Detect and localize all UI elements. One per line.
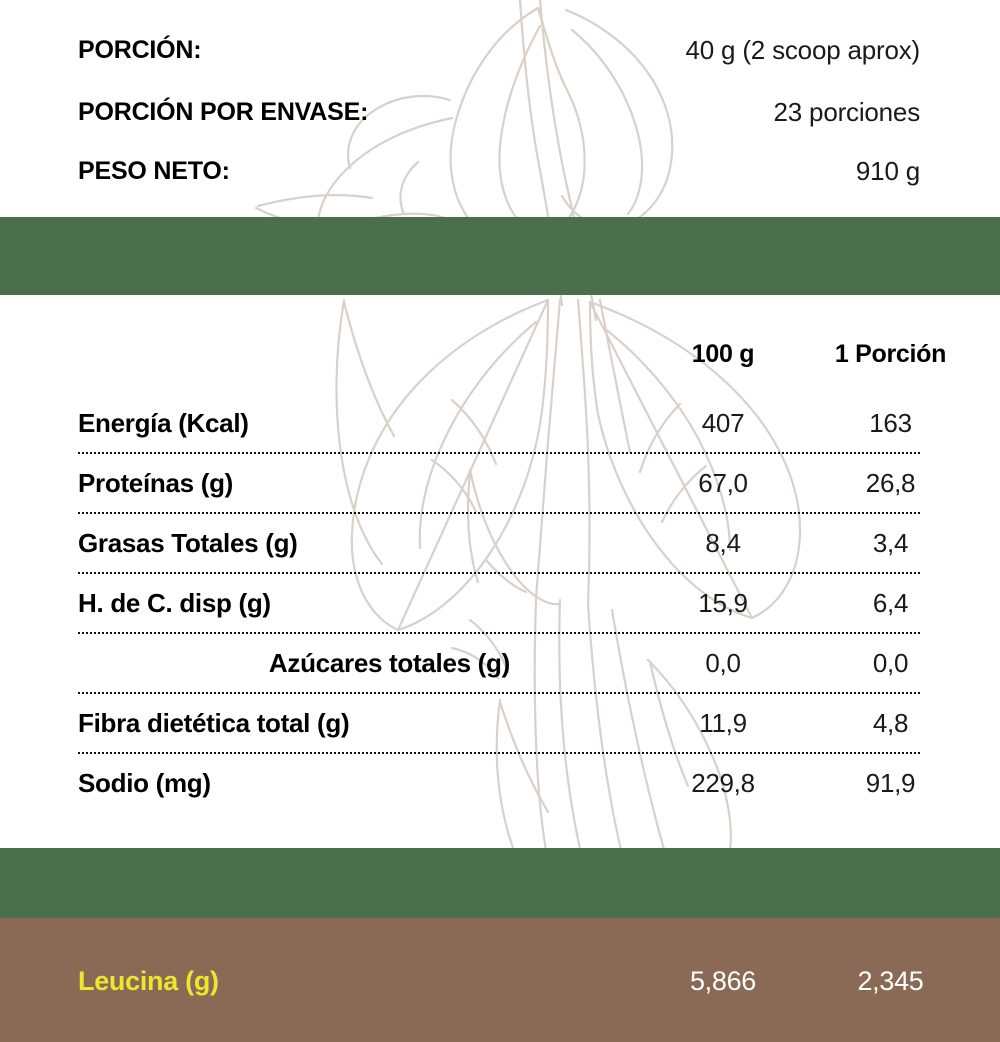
nutrient-value-100g: 11,9 — [699, 708, 747, 738]
table-row — [78, 633, 920, 693]
nutrient-value-100g: 229,8 — [691, 768, 755, 798]
nutrient-value-100g: 0,0 — [705, 648, 741, 678]
nutrient-value-100g: 407 — [701, 408, 745, 438]
nutrient-name: Grasas Totales (g) — [78, 528, 298, 558]
nutrient-name: H. de C. disp (g) — [78, 588, 271, 618]
serving-row-porcion-por-envase — [78, 86, 920, 138]
nutrient-name: Proteínas (g) — [78, 468, 234, 498]
nutrient-value-porcion: 26,8 — [865, 468, 916, 498]
table-row — [78, 753, 920, 813]
nutrient-value-porcion: 6,4 — [872, 588, 909, 618]
nutrient-value-100g: 8,4 — [705, 528, 741, 558]
nutrient-name: Fibra dietética total (g) — [78, 708, 350, 738]
serving-value-porcion: 40 g (2 scoop aprox) — [685, 34, 920, 65]
serving-value-peso-neto: 910 g — [855, 155, 920, 186]
table-row — [78, 693, 920, 753]
leucina-name: Leucina (g) — [78, 966, 219, 996]
nutrient-value-porcion: 163 — [869, 408, 912, 438]
nutrient-value-porcion: 91,9 — [865, 768, 916, 798]
serving-value-porcion-por-envase: 23 porciones — [773, 96, 920, 127]
table-header — [78, 340, 947, 380]
nutrient-name: Sodio (mg) — [78, 768, 211, 798]
leucina-row — [78, 955, 924, 1007]
table-row — [78, 393, 920, 453]
nutrient-name: Energía (Kcal) — [78, 408, 249, 438]
nutrient-value-100g: 67,0 — [698, 468, 748, 498]
serving-row-porcion — [78, 24, 920, 76]
nutrient-value-100g: 15,9 — [698, 588, 748, 618]
serving-label-porcion: PORCIÓN: — [78, 35, 202, 64]
nutrient-value-porcion: 0,0 — [872, 648, 909, 678]
nutrient-name: Azúcares totales (g) — [268, 648, 510, 678]
leucina-value-100g: 5,866 — [689, 966, 757, 996]
serving-label-peso-neto: PESO NETO: — [78, 156, 230, 185]
serving-label-porcion-por-envase: PORCIÓN POR ENVASE: — [78, 97, 369, 126]
leucina-value-porcion: 2,345 — [857, 966, 924, 996]
table-row — [78, 573, 920, 633]
column-header-100g: 100 g — [691, 340, 755, 368]
serving-row-peso-neto — [78, 145, 920, 197]
table-row — [78, 453, 920, 513]
nutrient-value-porcion: 4,8 — [872, 708, 909, 738]
table-row — [78, 513, 920, 573]
nutrient-value-porcion: 3,4 — [872, 528, 909, 558]
column-header-porcion: 1 Porción — [834, 340, 947, 368]
